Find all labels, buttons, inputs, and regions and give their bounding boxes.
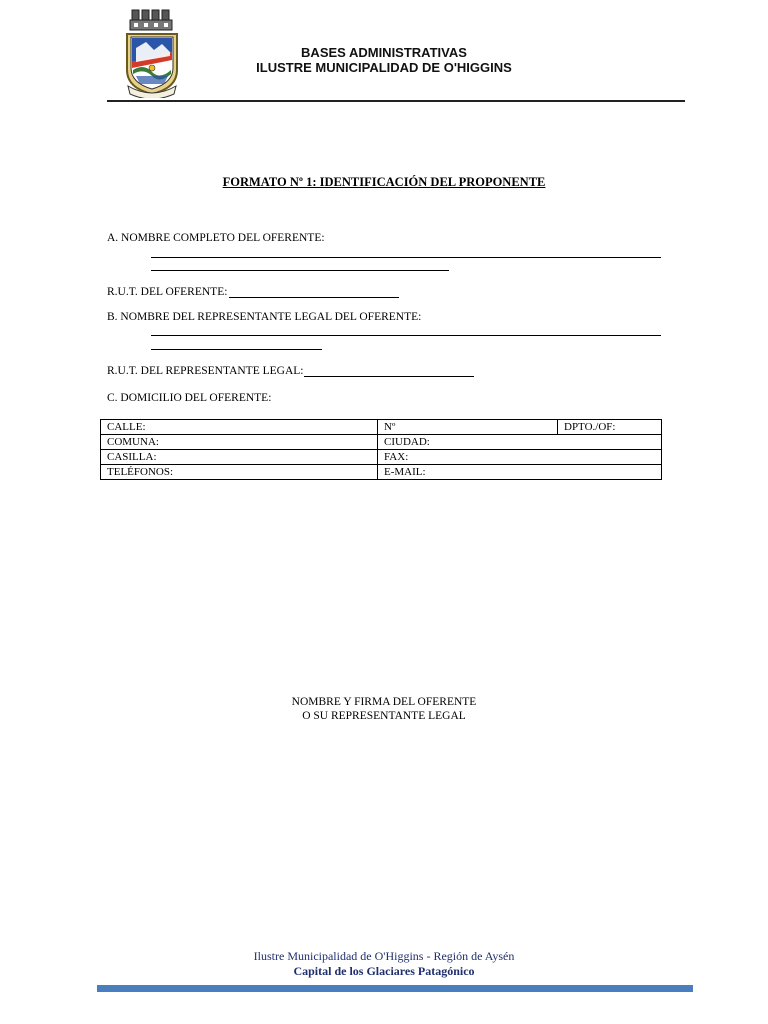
numero-cell[interactable]: Nº [378,420,558,435]
table-row [101,465,662,480]
municipal-coat-of-arms-icon [124,8,182,98]
signature-label-line1: NOMBRE Y FIRMA DEL OFERENTE [291,696,477,708]
footer-municipality: Ilustre Municipalidad de O'Higgins - Región de Aysén [253,949,515,963]
signature-label-line2: O SU REPRESENTANTE LEGAL [302,710,466,722]
field-a-label: A. NOMBRE COMPLETO DEL OFERENTE: [107,232,325,244]
header-title: BASES ADMINISTRATIVAS [301,45,467,60]
rut-representante-line[interactable] [304,376,474,377]
header-subtitle: ILUSTRE MUNICIPALIDAD DE O'HIGGINS [256,60,512,75]
footer-tagline: Capital de los Glaciares Patagónico [293,964,475,978]
rut-oferente-label: R.U.T. DEL OFERENTE: [107,286,228,298]
nombre-oferente-line-2[interactable] [151,270,449,271]
calle-cell[interactable]: CALLE: [101,420,378,435]
representante-line-1[interactable] [151,335,661,336]
rut-oferente-line[interactable] [229,297,399,298]
ciudad-cell[interactable]: CIUDAD: [378,435,662,450]
email-cell[interactable]: E-MAIL: [378,465,662,480]
rut-representante-label: R.U.T. DEL REPRESENTANTE LEGAL: [107,365,304,377]
telefonos-cell[interactable]: TELÉFONOS: [101,465,378,480]
table-row [101,450,662,465]
casilla-cell[interactable]: CASILLA: [101,450,378,465]
comuna-cell[interactable]: COMUNA: [101,435,378,450]
fax-cell[interactable]: FAX: [378,450,662,465]
dpto-cell[interactable]: DPTO./OF: [558,420,662,435]
header-divider [107,100,685,102]
representante-line-2[interactable] [151,349,322,350]
field-b-label: B. NOMBRE DEL REPRESENTANTE LEGAL DEL OFERENTE: [107,311,422,323]
form-title: FORMATO Nº 1: IDENTIFICACIÓN DEL PROPONENTE [222,175,546,189]
domicilio-table [100,419,662,480]
footer-bar [97,985,693,992]
table-row [101,435,662,450]
field-c-label: C. DOMICILIO DEL OFERENTE: [107,392,272,404]
nombre-oferente-line-1[interactable] [151,257,661,258]
table-row [101,420,662,435]
